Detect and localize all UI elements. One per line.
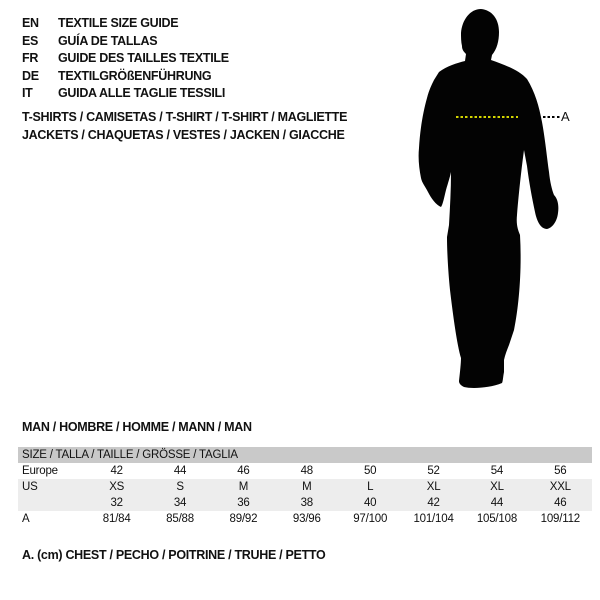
size-table <box>18 447 592 527</box>
table-row <box>18 495 592 511</box>
measurement-marker-a: A <box>561 109 570 124</box>
table-cell: 40 <box>363 497 377 509</box>
table-cell: 81/84 <box>102 513 131 525</box>
man-silhouette-illustration <box>410 0 600 400</box>
language-row <box>22 68 229 86</box>
table-cell: 52 <box>427 465 440 477</box>
language-row <box>22 15 229 33</box>
chest-measure-dashed-line <box>456 116 518 118</box>
section-title-man: MAN / HOMBRE / HOMME / MANN / MAN <box>22 420 252 434</box>
table-cell: 48 <box>300 465 314 477</box>
language-row <box>22 50 229 68</box>
table-cell: 97/100 <box>353 513 388 525</box>
language-label: GUÍA DE TALLAS <box>58 33 158 48</box>
category-line-jackets: JACKETS / CHAQUETAS / VESTES / JACKEN / GIACCHE <box>22 128 345 142</box>
language-code: EN <box>22 16 39 30</box>
table-row <box>18 463 592 479</box>
table-row-label <box>18 495 85 511</box>
table-cell: M <box>238 481 249 493</box>
size-table-header: SIZE / TALLA / TAILLE / GRÖSSE / TAGLIA <box>18 447 592 463</box>
category-line-tshirts: T-SHIRTS / CAMISETAS / T-SHIRT / T-SHIRT / MAGLIETTE <box>22 110 348 124</box>
table-cell: 42 <box>110 465 123 477</box>
table-row-label: A <box>22 513 30 525</box>
table-cell: 56 <box>554 465 567 477</box>
table-cell: 85/88 <box>166 513 194 525</box>
table-cell: 36 <box>237 497 250 509</box>
language-code: DE <box>22 68 39 83</box>
language-row <box>22 33 229 51</box>
measurement-footnote: A. (cm) CHEST / PECHO / POITRINE / TRUHE / PETTO <box>22 548 326 562</box>
table-cell: XL <box>426 481 441 493</box>
language-label: GUIDA ALLE TAGLIE TESSILI <box>58 86 226 100</box>
category-list <box>22 108 347 144</box>
table-cell: XXL <box>549 481 571 493</box>
language-legend <box>22 15 229 103</box>
size-table-body <box>18 463 592 527</box>
table-row <box>18 511 592 527</box>
table-cell: 32 <box>110 497 123 509</box>
table-cell: M <box>302 481 312 493</box>
language-label: TEXTILE SIZE GUIDE <box>58 16 179 30</box>
table-cell: XL <box>490 481 504 493</box>
table-cell: 46 <box>554 497 567 509</box>
table-row-label: Europe <box>22 465 58 477</box>
language-row <box>22 85 229 103</box>
language-label: GUIDE DES TAILLES TEXTILE <box>58 51 229 65</box>
table-cell: 46 <box>237 465 250 477</box>
table-cell: 42 <box>427 497 440 509</box>
table-cell: 54 <box>490 465 504 477</box>
table-cell: 44 <box>173 465 187 477</box>
table-cell: 105/108 <box>476 513 518 525</box>
table-cell: 109/112 <box>540 513 580 525</box>
language-label: TEXTILGRÖßENFÜHRUNG <box>58 68 212 83</box>
man-silhouette-shape <box>419 9 559 388</box>
table-row-label: US <box>22 481 38 493</box>
table-cell: 93/96 <box>292 513 321 525</box>
table-cell: XS <box>109 481 125 493</box>
table-cell: 50 <box>363 465 377 477</box>
table-cell: 89/92 <box>229 513 258 525</box>
table-cell: 44 <box>490 497 504 509</box>
table-cell: 101/104 <box>413 513 454 525</box>
table-cell: 38 <box>300 497 314 509</box>
table-cell: L <box>367 481 374 493</box>
language-code: ES <box>22 33 39 48</box>
language-code: FR <box>22 51 39 65</box>
chest-measure-leader-line <box>543 116 560 118</box>
language-code: IT <box>22 86 33 100</box>
table-cell: 34 <box>173 497 187 509</box>
table-cell: S <box>176 481 184 493</box>
table-row <box>18 479 592 495</box>
